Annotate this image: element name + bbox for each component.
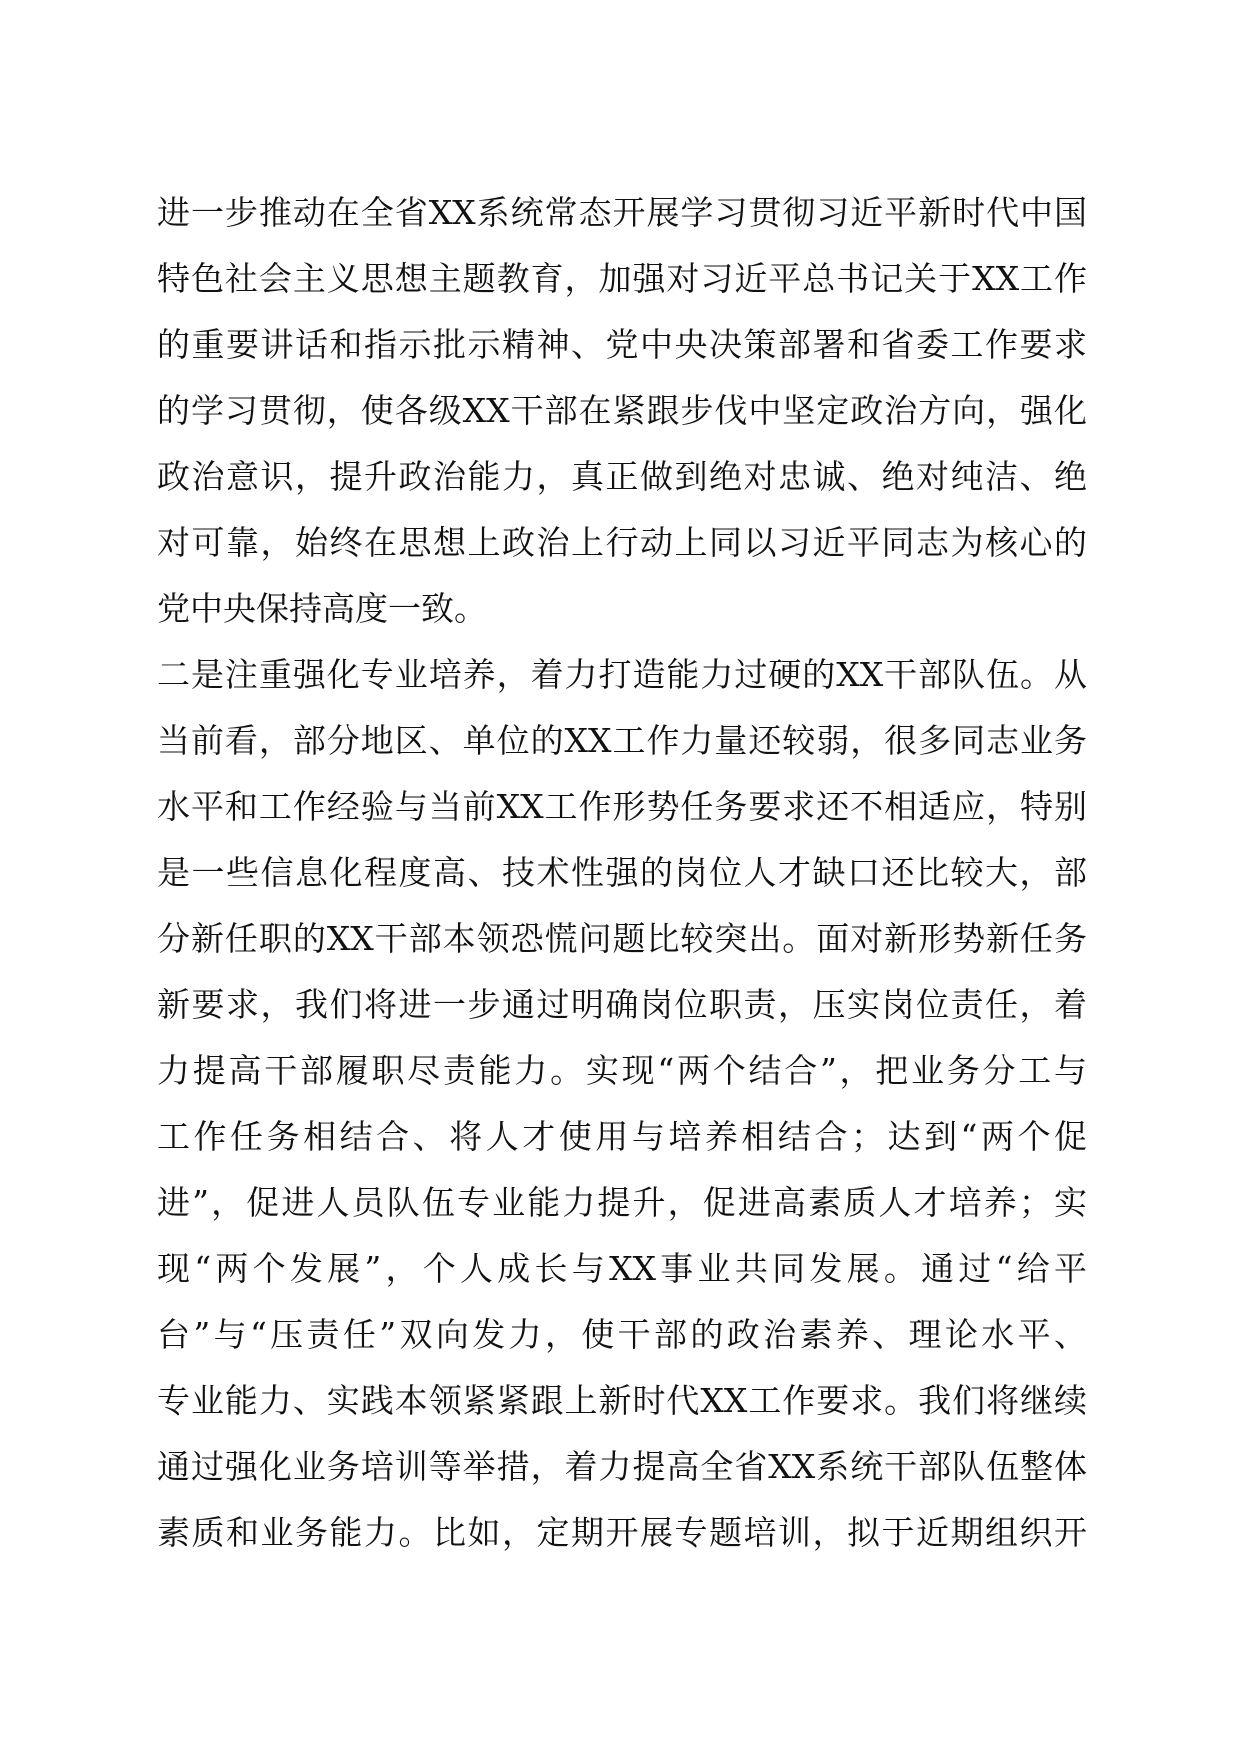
text-line: 当前看，部分地区、单位的XX工作力量还较弱，很多同志业务: [157, 721, 1087, 760]
text-line: 是一些信息化程度高、技术性强的岗位人才缺口还比较大，部: [157, 853, 1087, 892]
text-line: 的学习贯彻，使各级XX干部在紧跟步伐中坚定政治方向，强化: [157, 391, 1087, 430]
text-line: 特色社会主义思想主题教育，加强对习近平总书记关于XX工作: [157, 259, 1087, 298]
text-line: 素质和业务能力。比如，定期开展专题培训，拟于近期组织开: [157, 1513, 1087, 1552]
text-line: 现“两个发展”，个人成长与XX事业共同发展。通过“给平: [157, 1249, 1087, 1288]
text-line: 二是注重强化专业培养，着力打造能力过硬的XX干部队伍。从: [157, 655, 1087, 694]
text-line: 政治意识，提升政治能力，真正做到绝对忠诚、绝对纯洁、绝: [157, 457, 1087, 496]
text-line: 的重要讲话和指示批示精神、党中央决策部署和省委工作要求: [157, 325, 1087, 364]
paragraph-1: [157, 180, 1087, 642]
text-line: 力提高干部履职尽责能力。实现“两个结合”，把业务分工与: [157, 1051, 1087, 1090]
text-line: 台”与“压责任”双向发力，使干部的政治素养、理论水平、: [157, 1315, 1087, 1354]
paragraph-2: [157, 642, 1087, 1566]
text-line: 党中央保持高度一致。: [157, 589, 487, 628]
text-line: 新要求，我们将进一步通过明确岗位职责，压实岗位责任，着: [157, 985, 1087, 1024]
text-line: 工作任务相结合、将人才使用与培养相结合；达到“两个促: [157, 1117, 1087, 1156]
text-line: 分新任职的XX干部本领恐慌问题比较突出。面对新形势新任务: [157, 919, 1087, 958]
text-line: 专业能力、实践本领紧紧跟上新时代XX工作要求。我们将继续: [157, 1381, 1087, 1420]
text-line: 通过强化业务培训等举措，着力提高全省XX系统干部队伍整体: [157, 1447, 1087, 1486]
text-line: 进”，促进人员队伍专业能力提升，促进高素质人才培养；实: [157, 1183, 1087, 1222]
document-body: [157, 180, 1087, 1566]
text-line: 对可靠，始终在思想上政治上行动上同以习近平同志为核心的: [157, 523, 1087, 562]
text-line: 进一步推动在全省XX系统常态开展学习贯彻习近平新时代中国: [157, 193, 1087, 232]
text-line: 水平和工作经验与当前XX工作形势任务要求还不相适应，特别: [157, 787, 1087, 826]
